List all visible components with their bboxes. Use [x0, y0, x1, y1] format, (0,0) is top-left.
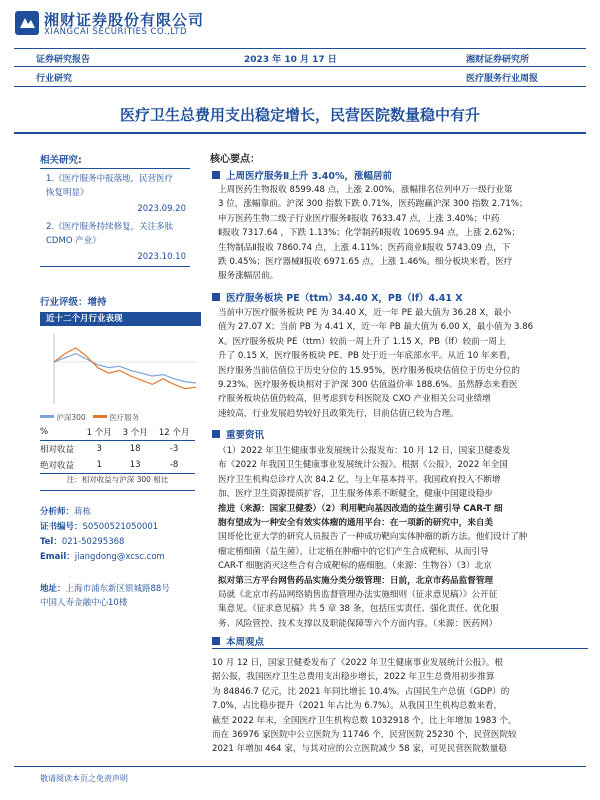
performance-table [40, 424, 195, 474]
section-2-body [218, 306, 588, 421]
paragraph-line: 胞有望成为一种安全有效实体瘤的通用平台：在一项新的研究中，来自美 [218, 518, 494, 529]
related-divider [40, 168, 190, 169]
table-bottom-divider [40, 490, 195, 491]
paragraph-line: 升了 0.15 X，医疗服务板块 PE、PB 处于近一年底部水平。从近 10 年来看， [218, 351, 516, 362]
header-divider [14, 48, 586, 49]
paragraph-line: 瘤定植细菌（益生菌），让定植在肿瘤中的它们产生合成靶标，从而引导 [218, 546, 489, 557]
brand-name-en: XIANGCAI SECURITIES CO.,LTD [44, 27, 188, 37]
table-cell: 3 [96, 444, 102, 454]
related-research-heading: 相关研究: [40, 155, 82, 166]
report-date: 2023 年 10 月 17 日 [244, 55, 337, 65]
paragraph-line: 据公报，我国医疗卫生总费用支出稳步增长，2022 年卫生总费用初步推算 [212, 672, 495, 683]
legend-swatch-medical [93, 415, 107, 418]
addr-label: 地址： [40, 584, 66, 594]
related-link-1[interactable] [46, 172, 173, 200]
related-link-2[interactable] [46, 220, 173, 248]
paragraph-line: 局就《北京市药品网络销售监督管理办法实施细则（征求意见稿）》公开征 [218, 590, 498, 601]
page-title: 医疗卫生总费用支出稳定增长，民营医院数量稳中有升 [119, 106, 480, 124]
table-header-cell: 1 个月 [81, 424, 117, 441]
table-header-cell: 3 个月 [117, 424, 153, 441]
paragraph-line: 而在 36976 家医院中公立医院为 11746 个，民营医院 25230 个，民营医院较 [212, 730, 517, 741]
performance-chart [40, 330, 200, 410]
core-points-heading: 核心要点： [210, 154, 260, 165]
related-bottom-divider [40, 266, 190, 267]
table-cell: 1 [96, 460, 102, 470]
legend-swatch-hs300 [40, 415, 54, 418]
email-link[interactable]: jiangdong@xcsc.com [74, 552, 165, 562]
paragraph-line: 申万医药生物二级子行业医疗服务Ⅱ报收 7633.47 点，上涨 3.40%；中药 [218, 213, 500, 224]
paragraph-line: X。医疗服务板块 PE（ttm）较前一周上升了 1.15 X，PB（lf）较前一周上 [218, 336, 506, 347]
related-date-2: 2023.10.10 [137, 252, 186, 262]
tel-label: Tel： [40, 537, 62, 547]
paragraph-line: 速较高，行业发展趋势较好且政策先行，目前估值已较为合理。 [218, 408, 459, 419]
paragraph-line: 10 月 12 日，国家卫健委发布了《2022 年卫生健康事业发展统计公报》。根 [212, 658, 503, 668]
analyst-name: 蒋栋 [74, 507, 92, 517]
table-cell: -8 [169, 460, 179, 470]
paragraph-line: 9.23%。医疗服务板块相对于沪深 300 估值溢价率 188.6%。虽然静态来看医 [218, 380, 518, 391]
paragraph-line: 布《2022 年我国卫生健康事业发展统计公报》。根据《公报》，2022 年全国 [218, 460, 508, 471]
analyst-label: 分析师： [40, 507, 75, 517]
table-row [40, 441, 195, 458]
industry-rating: 行业评级：增持 [40, 297, 107, 308]
paragraph-line: 国哥伦比亚大学的研究人员报告了一种成功靶向实体肿瘤的新方法。他们设计了肿 [218, 532, 528, 543]
chart-title-band: 近十二个月行业表现 [40, 312, 201, 326]
title-divider [14, 132, 586, 134]
tel-number: 021-50295368 [61, 537, 125, 547]
address-block [40, 582, 170, 610]
bullet-square-icon [212, 293, 220, 301]
bullet-square-icon [212, 430, 220, 438]
paragraph-line: 疗服务板块估值仍较高，但考虑到专科医院及 CXO 产业相关公司业绩增 [218, 394, 491, 405]
section-3-title: 重要资讯 [226, 430, 265, 441]
section-4-heading [212, 634, 264, 648]
paragraph-line: 拟对第三方平台网售药品实施分类分级管理：日前，北京市药品监督管理 [218, 575, 494, 586]
company-logo-icon [14, 10, 40, 36]
legend-label-hs300: 沪深300 [56, 413, 86, 422]
table-cell: 18 [129, 444, 141, 454]
header-divider-2 [14, 66, 586, 67]
institute-name: 湘财证券研究所 [466, 55, 530, 65]
paragraph-line: Ⅱ报收 7317.64 ，下跌 1.13%；化学制药Ⅱ报收 10695.94 点，上涨 2.62%； [218, 228, 521, 239]
paragraph-line: 7.0%，占比稳步提升（2021 年占比为 6.7%）。从我国卫生机构总数来看， [212, 701, 503, 712]
cert-number: S0500521050001 [82, 522, 159, 532]
section-4-divider [212, 648, 588, 649]
addr-line1: 上海市浦东新区银城路88号 [65, 584, 170, 594]
paragraph-line: 3 位，涨幅靠前。沪深 300 指数下跌 0.71%，医药跑赢沪深 300 指数 2.71%； [218, 199, 528, 210]
section-2-heading [212, 290, 463, 304]
section-2-title: 医疗服务板块 PE（ttm）34.40 X，PB（lf）4.41 X [226, 293, 463, 304]
table-row [40, 457, 195, 474]
header-divider-3 [14, 86, 586, 87]
table-header-cell: 12 个月 [153, 424, 195, 441]
paragraph-line: 推进（来源：国家卫健委）（2）利用靶向基因改造的益生菌引导 CAR-T 细 [218, 503, 503, 514]
bullet-square-icon [212, 637, 220, 645]
related-link-1-line1: 1.《医疗服务中报落地，民营医疗 [46, 174, 174, 184]
footer-divider [14, 766, 586, 767]
paragraph-line: （1）2022 年卫生健康事业发展统计公报发布：10 月 12 日，国家卫健委发 [218, 446, 511, 456]
brand-name-cn: 湘财证券股份有限公司 [44, 11, 205, 29]
email-label: Email： [40, 552, 75, 562]
related-link-2-line1: 2.《医疗服务持续修复，关注多肽 [46, 222, 174, 232]
paragraph-line: CAR-T 细胞消灭这些合有合成靶标的癌细胞。（来源：生物谷）（3）北京 [218, 561, 492, 572]
paragraph-line: 为 84846.7 亿元，比 2021 年同比增长 10.4%。占国民生产总值（GDP）的 [212, 686, 510, 697]
section-4-title: 本周观点 [226, 637, 265, 648]
series-line-0 [54, 354, 196, 383]
paragraph-line: 务、风险管控、技术支撑以及职能保障等六个方面内容。（来源：医药网） [218, 618, 498, 629]
table-cell: -3 [169, 444, 179, 454]
paragraph-line: 医疗卫生机构总诊疗人次 84.2 亿，与上年基本持平。我国政府投入不断增 [218, 474, 501, 485]
paragraph-line: 值为 27.07 X；当前 PB 为 4.41 X，近一年 PB 最大值为 6.00 X，最小值为 3.86 [218, 322, 534, 333]
paragraph-line: 2021 年增加 464 家，与其对应的公立医院减少 58 家，可见民营医院数量稳 [212, 744, 507, 755]
paragraph-line: 当前申万医疗服务板块 PE 为 34.40 X，近一年 PE 最大值为 36.28 X，最小 [218, 308, 512, 318]
analyst-info [40, 505, 165, 565]
cert-label: 证书编号： [40, 522, 83, 532]
paragraph-line: 生物制品Ⅱ报收 7860.74 点，上涨 4.11%；医药商业Ⅱ报收 5743.09 点，下 [218, 242, 511, 253]
subcategory: 医疗服务行业周报 [466, 74, 539, 84]
paragraph-line: 医疗服务当前估值位于历史分位的 15.95%，医疗服务板块估值位于历史分位的 [218, 365, 520, 376]
section-1-title: 上周医疗服务Ⅱ上升 3.40%，涨幅居前 [226, 171, 393, 182]
related-link-1-line2: 恢复明显》 [46, 188, 89, 198]
related-date-1: 2023.09.20 [137, 204, 186, 214]
section-1-body [218, 183, 588, 284]
section-3-heading [212, 427, 264, 441]
table-cell: 绝对收益 [40, 461, 75, 471]
table-header-row [40, 424, 195, 441]
paragraph-line: 跌 0.45%；医疗器械Ⅱ报收 6971.65 点，上涨 1.46%。细分板块来看，医疗 [218, 257, 513, 268]
bullet-square-icon [212, 171, 220, 179]
table-note: 注：相对收益与沪深 300 相比 [66, 475, 169, 484]
report-type: 证券研究报告 [36, 55, 91, 65]
paragraph-line: 上周医药生物报收 8599.48 点，上涨 2.00%，涨幅排名位列申万一级行业第 [218, 185, 513, 195]
table-header-cell: % [40, 424, 81, 441]
paragraph-line: 集意见。《征求意见稿》共 5 章 38 条，包括压实责任、强化责任、优化服 [218, 604, 499, 615]
table-cell: 13 [129, 460, 141, 470]
category: 行业研究 [36, 74, 73, 84]
paragraph-line: 服务涨幅居前。 [218, 271, 279, 282]
paragraph-line: 加，医疗卫生资源提质扩容，卫生服务体系不断健全，健康中国建设稳步 [218, 489, 494, 500]
disclaimer-note[interactable]: 敬请阅读本页之免责声明 [40, 774, 128, 783]
related-link-2-line2: CDMO 产业》 [46, 236, 101, 246]
table-cell: 相对收益 [40, 445, 75, 455]
section-1-heading [212, 168, 392, 182]
section-3-body [218, 444, 588, 631]
chart-legend [40, 412, 139, 423]
legend-label-medical: 医疗服务 [109, 413, 140, 422]
paragraph-line: 截至 2022 年末，全国医疗卫生机构总数 1032918 个，比上年增加 1983 个。 [212, 715, 517, 726]
section-4-body [212, 656, 588, 757]
addr-line2: 中国人寿金融中心10楼 [40, 598, 128, 608]
